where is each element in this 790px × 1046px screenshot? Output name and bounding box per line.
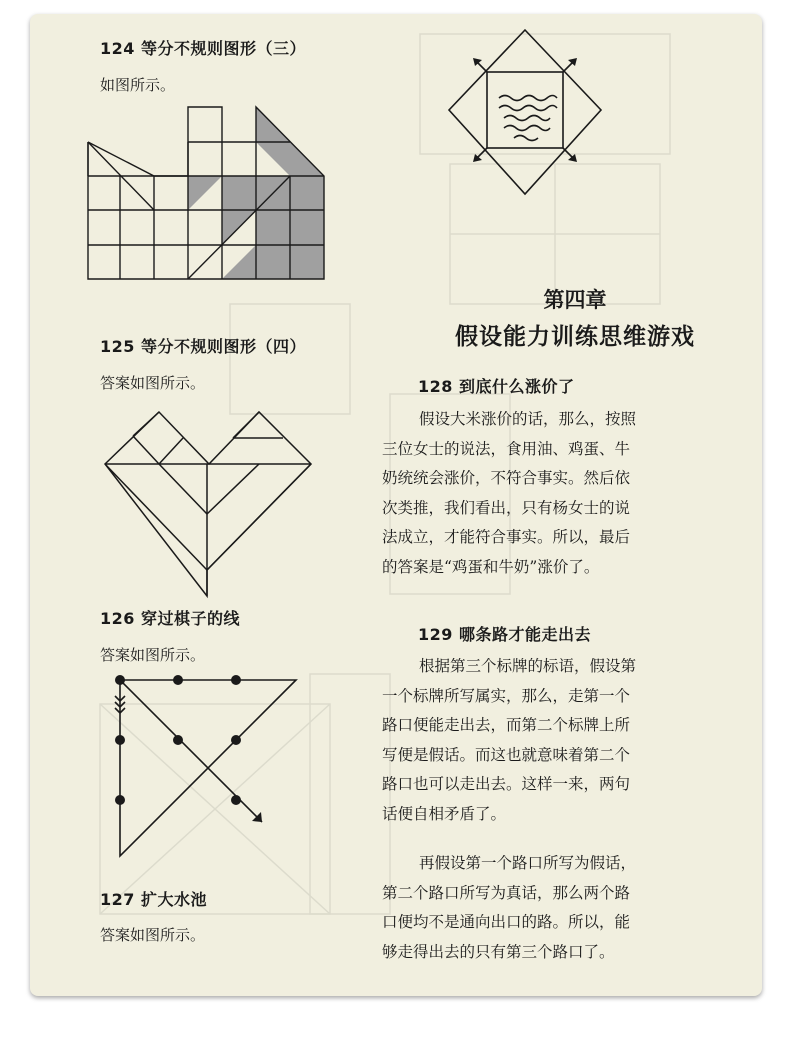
text-126: 答案如图所示。 xyxy=(100,646,206,664)
paragraph-128 xyxy=(382,405,682,582)
text-line: 写便是假话。而这也就意味着第二个 xyxy=(382,745,631,764)
heading-127: 127 扩大水池 xyxy=(100,890,207,909)
text-line: 再假设第一个路口所写为假话， xyxy=(419,854,637,872)
text-line: 次类推，我们看出，只有杨女士的说 xyxy=(382,498,631,517)
text-124: 如图所示。 xyxy=(100,76,176,94)
text-127: 答案如图所示。 xyxy=(100,926,206,944)
heading-124: 124 等分不规则图形（三） xyxy=(100,39,306,58)
chapter-number: 第四章 xyxy=(543,287,607,312)
pool-figure-127 xyxy=(448,28,598,198)
heart-figure-125 xyxy=(103,410,313,600)
heading-128: 128 到底什么涨价了 xyxy=(418,377,575,396)
text-125: 答案如图所示。 xyxy=(100,374,206,392)
text-line: 够走得出去的只有第三个路口了。 xyxy=(382,942,615,961)
text-line: 奶统统会涨价，不符合事实。然后依 xyxy=(382,469,631,487)
paragraph-129-a xyxy=(382,652,682,829)
heading-129: 129 哪条路才能走出去 xyxy=(418,625,591,644)
text-line: 路口也可以走出去。这样一来，两句 xyxy=(382,775,631,793)
dots-line-figure-126 xyxy=(102,668,292,858)
text-line: 一个标牌所写属实，那么，走第一个 xyxy=(382,686,631,705)
heading-125: 125 等分不规则图形（四） xyxy=(100,337,306,356)
text-line: 口便均不是通向出口的路。所以，能 xyxy=(382,913,631,931)
text-line: 第二个路口所写为真话，那么两个路 xyxy=(382,883,631,902)
book-page xyxy=(30,14,762,996)
chapter-title: 假设能力训练思维游戏 xyxy=(455,323,695,350)
text-line: 根据第三个标牌的标语，假设第 xyxy=(419,657,637,675)
text-line: 三位女士的说法，食用油、鸡蛋、牛 xyxy=(382,439,631,458)
heading-126: 126 穿过棋子的线 xyxy=(100,609,240,628)
text-line: 话便自相矛盾了。 xyxy=(382,804,507,823)
text-line: 的答案是“鸡蛋和牛奶”涨价了。 xyxy=(382,557,600,576)
text-line: 路口便能走出去，而第二个标牌上所 xyxy=(382,716,631,734)
text-line: 法成立，才能符合事实。所以，最后 xyxy=(382,528,631,546)
paragraph-129-b xyxy=(382,849,682,967)
text-line: 假设大米涨价的话，那么，按照 xyxy=(419,410,637,428)
grid-figure-124 xyxy=(87,106,327,281)
